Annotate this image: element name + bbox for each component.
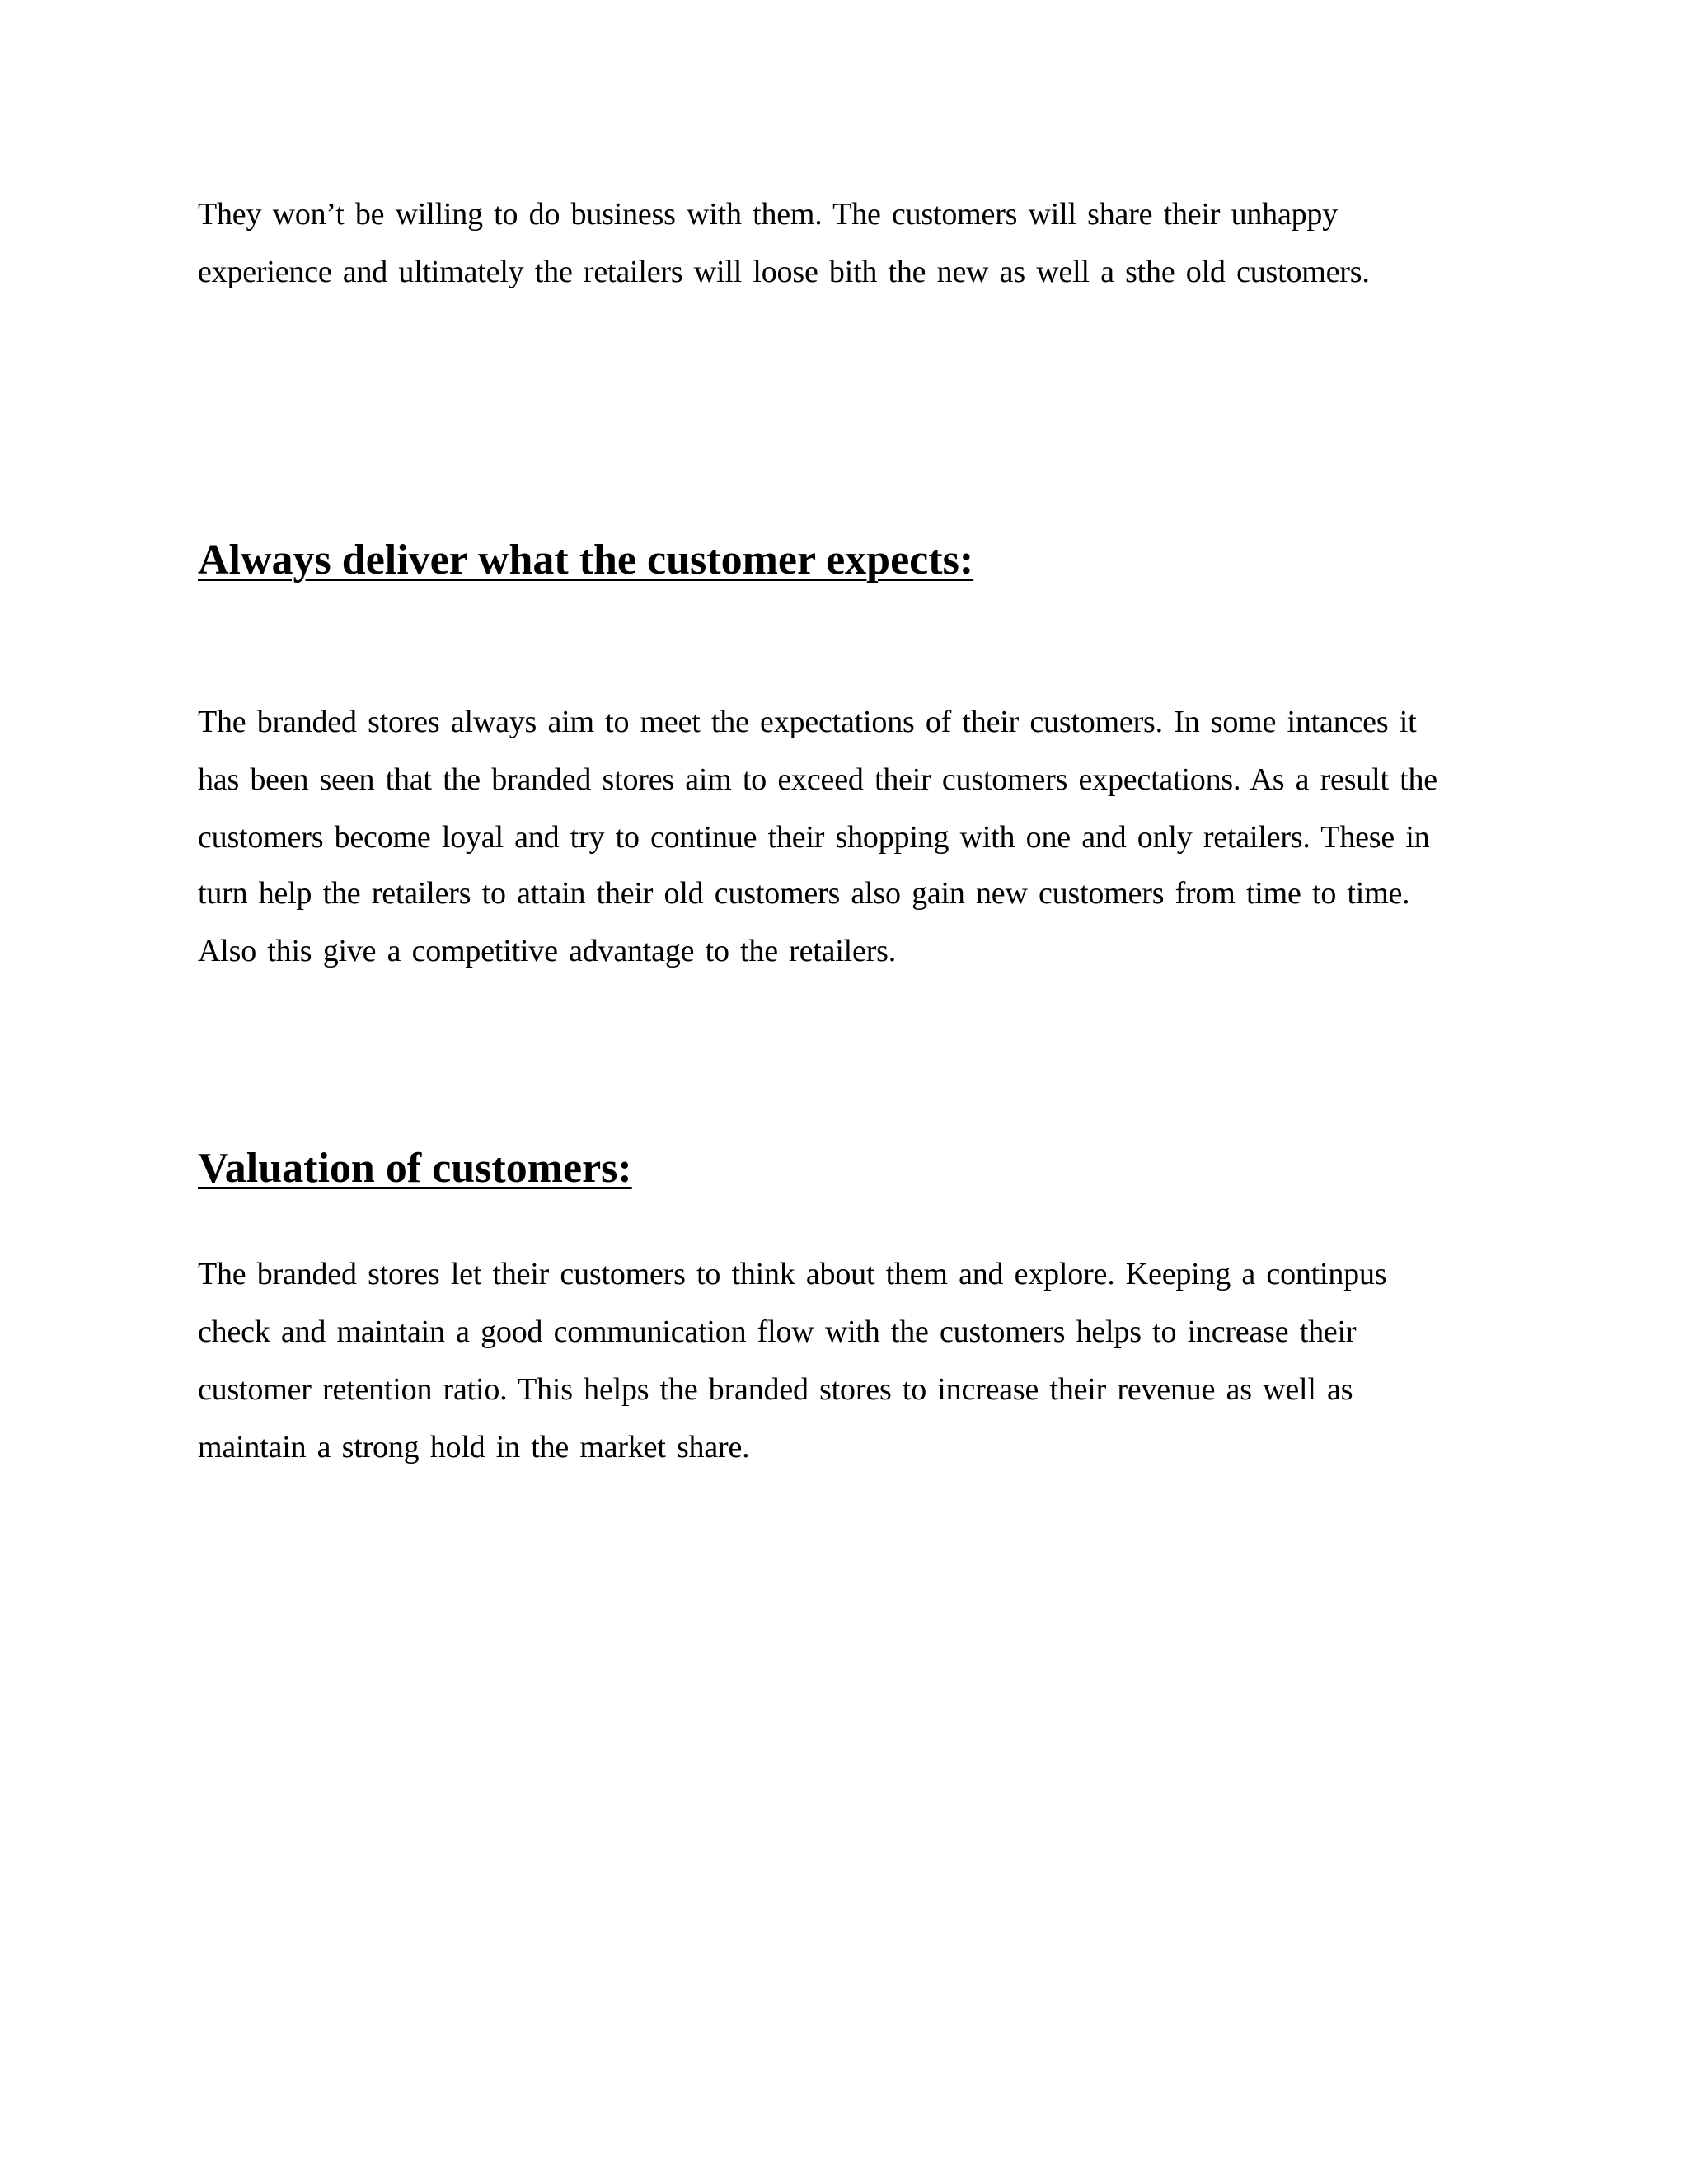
- section2-line-1: The branded stores let their customers to think about them and explore. Keeping a continpus: [198, 1257, 1387, 1291]
- section-heading-always-deliver: Always deliver what the customer expects:: [198, 537, 974, 583]
- section1-line-1: The branded stores always aim to meet the expectations of their customers. In some intances it: [198, 705, 1417, 739]
- section1-line-5: Also this give a competitive advantage to the retailers.: [198, 934, 897, 968]
- intro-line-1: They won’t be willing to do business with them. The customers will share their unhappy: [198, 197, 1339, 232]
- section-heading-valuation: Valuation of customers:: [198, 1145, 632, 1192]
- section2-line-3: customer retention ratio. This helps the branded stores to increase their revenue as well as: [198, 1372, 1353, 1407]
- section1-line-4: turn help the retailers to attain their old customers also gain new customers from time to time.: [198, 876, 1410, 911]
- intro-line-2: experience and ultimately the retailers will loose bith the new as well a sthe old customers.: [198, 255, 1370, 289]
- section2-line-4: maintain a strong hold in the market share.: [198, 1430, 750, 1465]
- section2-line-2: check and maintain a good communication flow with the customers helps to increase their: [198, 1315, 1357, 1349]
- section1-line-2: has been seen that the branded stores aim to exceed their customers expectations. As a result the: [198, 762, 1437, 797]
- section1-line-3: customers become loyal and try to continue their shopping with one and only retailers. These in: [198, 820, 1430, 855]
